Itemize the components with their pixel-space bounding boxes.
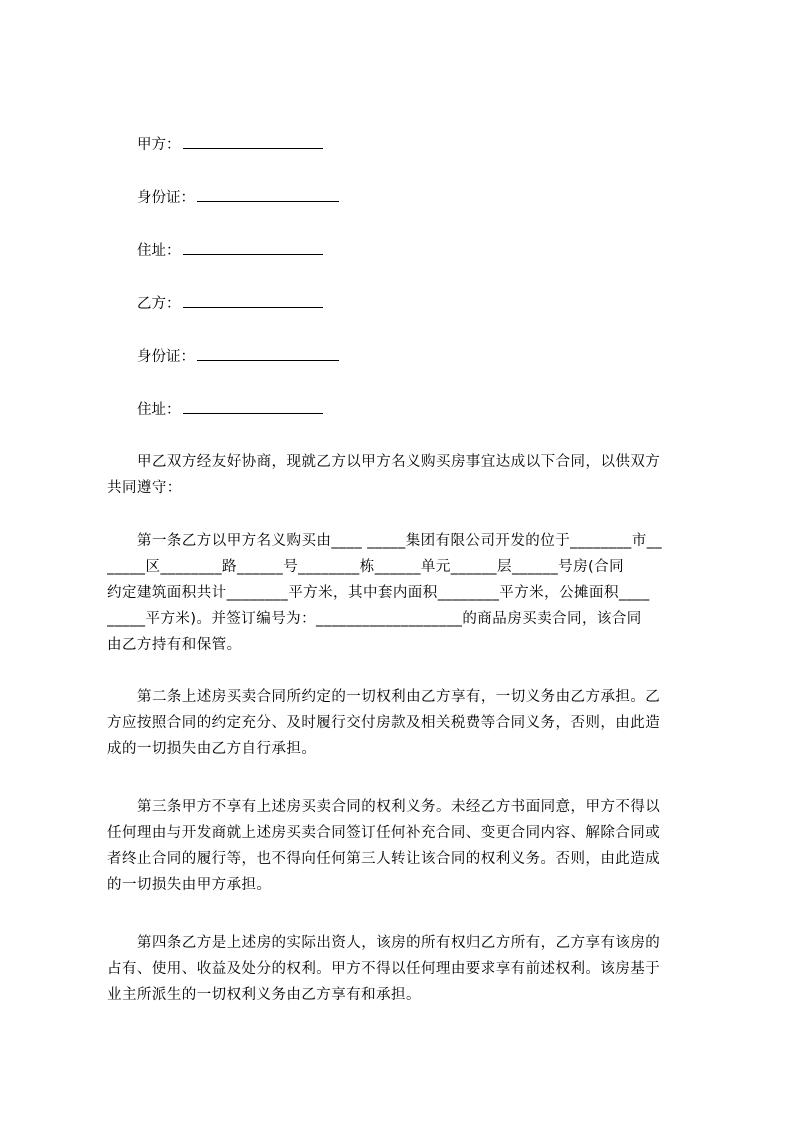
party-a-blank <box>183 132 323 149</box>
article-2-paragraph <box>107 684 699 762</box>
party-b-field <box>137 291 323 314</box>
article-3-line: 第三条甲方不享有上述房买卖合同的权利义务。未经乙方书面同意，甲方不得以 <box>137 799 661 815</box>
article-4-line: 业主所派生的一切权利义务由乙方享有和承担。 <box>107 987 421 1003</box>
party-b-address-field <box>137 397 323 420</box>
article-2-line: 成的一切损失由乙方自行承担。 <box>107 741 317 757</box>
article-4-line: 第四条乙方是上述房的实际出资人，该房的所有权归乙方所有，乙方享有该房的 <box>137 935 661 951</box>
article-2-line: 第二条上述房买卖合同所约定的一切权利由乙方享有，一切义务由乙方承担。乙 <box>137 689 661 705</box>
article-3-line: 任何理由与开发商就上述房买卖合同签订任何补充合同、变更合同内容、解除合同或 <box>107 825 661 841</box>
party-b-label: 乙方： <box>137 296 181 312</box>
party-b-address-blank <box>183 397 323 414</box>
party-b-id-label: 身份证： <box>137 349 195 365</box>
intro-paragraph <box>107 449 699 501</box>
article-1-line: _____区________路______号________栋______单元______层______号房(合同 <box>107 559 625 575</box>
party-b-id-blank <box>197 344 339 361</box>
article-2-line: 方应按照合同的约定充分、及时履行交付房款及相关税费等合同义务，否则，由此造 <box>107 715 661 731</box>
party-a-label: 甲方： <box>137 137 181 153</box>
party-b-blank <box>183 291 323 308</box>
article-3-line: 的一切损失由甲方承担。 <box>107 877 272 893</box>
party-a-address-field <box>137 238 323 261</box>
article-1-line: 由乙方持有和保管。 <box>107 637 242 653</box>
article-1-line: _____平方米)。并签订编号为：___________________的商品房买卖合同，该合同 <box>107 611 642 627</box>
article-4-line: 占有、使用、收益及处分的权利。甲方不得以任何理由要求享有前述权利。该房基于 <box>107 961 661 977</box>
party-a-address-blank <box>183 238 323 255</box>
party-b-address-label: 住址： <box>137 402 181 418</box>
article-1-line: 第一条乙方以甲方名义购买由____ _____集团有限公司开发的位于________市__ <box>137 533 663 549</box>
intro-line: 甲乙双方经友好协商，现就乙方以甲方名义购买房事宜达成以下合同，以供双方 <box>137 454 661 470</box>
party-a-id-label: 身份证： <box>137 190 195 206</box>
article-1-line: 约定建筑面积共计________平方米，其中套内面积________平方米，公摊面积____ <box>107 585 650 601</box>
article-1-paragraph <box>107 528 699 658</box>
party-a-address-label: 住址： <box>137 243 181 259</box>
party-b-id-field <box>137 344 339 367</box>
article-4-paragraph <box>107 930 699 1008</box>
article-3-line: 者终止合同的履行等，也不得向任何第三人转让该合同的权利义务。否则，由此造成 <box>107 851 661 867</box>
party-a-id-blank <box>197 185 339 202</box>
party-a-field <box>137 132 323 155</box>
intro-line: 共同遵守： <box>107 480 182 496</box>
party-a-id-field <box>137 185 339 208</box>
article-3-paragraph <box>107 794 699 898</box>
